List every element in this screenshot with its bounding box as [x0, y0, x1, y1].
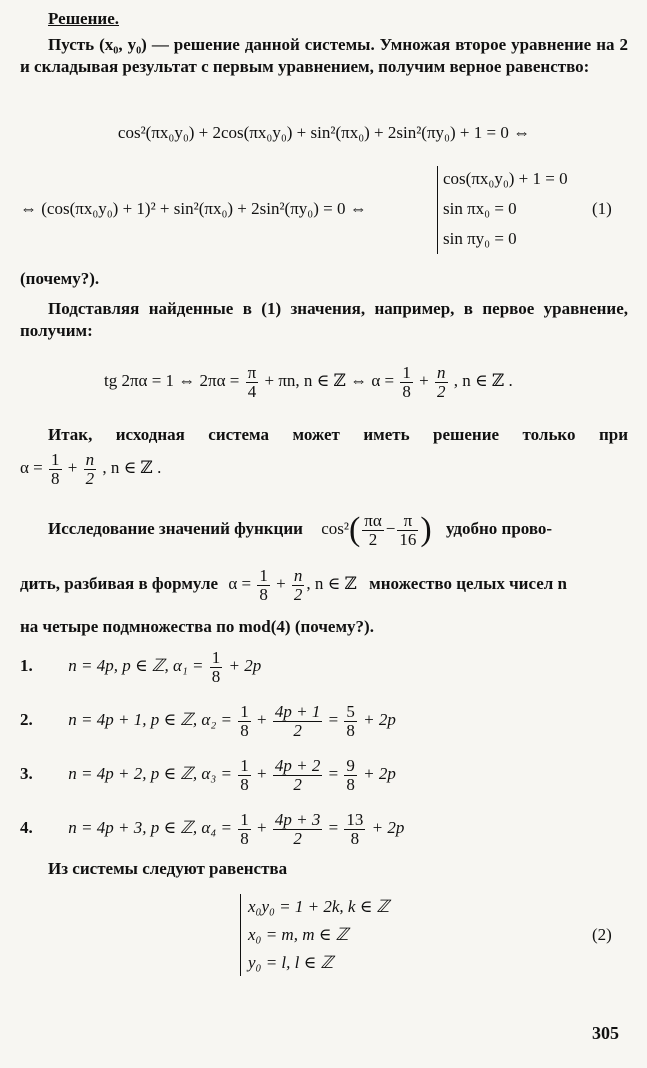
system-2-brace [240, 894, 241, 976]
fraction: $\frac{n}{2}$ [293, 565, 303, 604]
system-1-line: sin πx₀ = 0 [443, 199, 517, 218]
fraction: $\frac{1}{8}$ [51, 449, 60, 488]
fraction: $\frac{4p + 2}{2}$ [274, 755, 321, 794]
why-note: (почему?). [20, 269, 100, 288]
eq3-part-c: + [419, 371, 429, 390]
fraction: $\frac{1}{8}$ [240, 755, 249, 794]
case-1: 1. n = 4p, p ∈ ℤ, α₁ = $\frac{1}{8}$ + 2p [20, 647, 262, 686]
investigation-text: Исследование значений функции [48, 519, 303, 538]
eq3-part-b: + πn, n ∈ ℤ ⇔ α = [264, 371, 395, 390]
partition-line: дить, разбивая в формуле α = $\frac{1}{8}$ + $\frac{n}{2}$ , n ∈ ℤ множество целых чисел n [20, 565, 568, 604]
system-1-line: cos(πx₀y₀) + 1 = 0 [443, 169, 568, 188]
fraction: $\frac{1}{8}$ [240, 809, 249, 848]
equation-2: ⇔ (cos(πx₀y₀) + 1)² + sin²(πx₀) + 2sin²(πy₀) = 0 ⇔ [20, 199, 367, 218]
fraction: $\frac{n}{2}$ [437, 362, 446, 401]
equation-4 [20, 448, 161, 488]
fraction: $\frac{4p + 3}{2}$ [274, 809, 321, 848]
eq4-part-c: , n ∈ ℤ . [102, 458, 162, 477]
case-2: 2. n = 4p + 1, p ∈ ℤ, α₂ = $\frac{1}{8}$ + $\frac{4p + 1}{2}$ = $\frac{5}{8}$ + 2p [20, 701, 396, 740]
fraction: $\frac{1}{8}$ [402, 362, 411, 401]
fraction: $\frac{13}{8}$ [346, 809, 364, 848]
investigation-text-end: удобно прово- [445, 519, 553, 538]
fraction: $\frac{1}{8}$ [259, 565, 268, 604]
substitution-paragraph: Подставляя найденные в (1) значения, например, в первое уравнение, получим: [20, 299, 628, 340]
eq4-part-a: α = [20, 458, 43, 477]
cos-formula: cos²( $\frac{\pi\alpha}{2}$ − $\frac{\pi}{16}$ ) [321, 510, 432, 549]
system-1-brace [437, 166, 438, 254]
intro-paragraph: Пусть (x₀, y₀) — решение данной системы. Умножая второе уравнение на 2 и складывая результат с первым уравнением, получим верное равенство: [20, 35, 628, 76]
page-number: 305 [592, 1023, 619, 1043]
system-intro: Из системы следуют равенства [48, 859, 288, 878]
solution-heading: Решение. [48, 9, 119, 28]
system-1-line: sin πy₀ = 0 [443, 229, 517, 248]
system-2-label: (2) [592, 925, 612, 944]
fraction: $\frac{9}{8}$ [346, 755, 355, 794]
equation-3 [104, 362, 513, 401]
system-2-line: x₀ = m, m ∈ ℤ [248, 925, 349, 944]
equation-1: cos²(πx₀y₀) + 2cos(πx₀y₀) + sin²(πx₀) + 2sin²(πy₀) + 1 = 0 ⇔ [117, 123, 531, 142]
fraction: $\frac{\pi\alpha}{2}$ [364, 510, 382, 549]
fraction: $\frac{4p + 1}{2}$ [274, 701, 321, 740]
eq3-part-d: , n ∈ ℤ . [453, 371, 513, 390]
mod-paragraph: на четыре подмножества по mod(4) (почему?). [20, 617, 374, 636]
fraction: $\frac{1}{8}$ [240, 701, 249, 740]
system-2-line: x₀y₀ = 1 + 2k, k ∈ ℤ [248, 897, 390, 916]
alpha-formula: α = $\frac{1}{8}$ + $\frac{n}{2}$ , n ∈ ℤ [228, 565, 357, 604]
case-4: 4. n = 4p + 3, p ∈ ℤ, α₄ = $\frac{1}{8}$ + $\frac{4p + 3}{2}$ = $\frac{13}{8}$ + 2p [20, 809, 405, 848]
fraction: $\frac{\pi}{4}$ [247, 362, 257, 401]
fraction: $\frac{n}{2}$ [85, 449, 95, 488]
system-2-line: y₀ = l, l ∈ ℤ [248, 953, 334, 972]
fraction: $\frac{5}{8}$ [346, 701, 355, 740]
investigation-line [48, 506, 552, 553]
fraction: $\frac{\pi}{16}$ [399, 510, 417, 549]
fraction: $\frac{1}{8}$ [211, 647, 221, 686]
case-3: 3. n = 4p + 2, p ∈ ℤ, α₃ = $\frac{1}{8}$ + $\frac{4p + 2}{2}$ = $\frac{9}{8}$ + 2p [20, 755, 396, 794]
system-1-label: (1) [592, 199, 612, 218]
eq4-part-b: + [67, 458, 78, 477]
eq3-part-a: tg 2πα = 1 ⇔ 2πα = [104, 371, 240, 390]
conclusion-paragraph: Итак, исходная система может иметь решение только при [48, 425, 628, 444]
